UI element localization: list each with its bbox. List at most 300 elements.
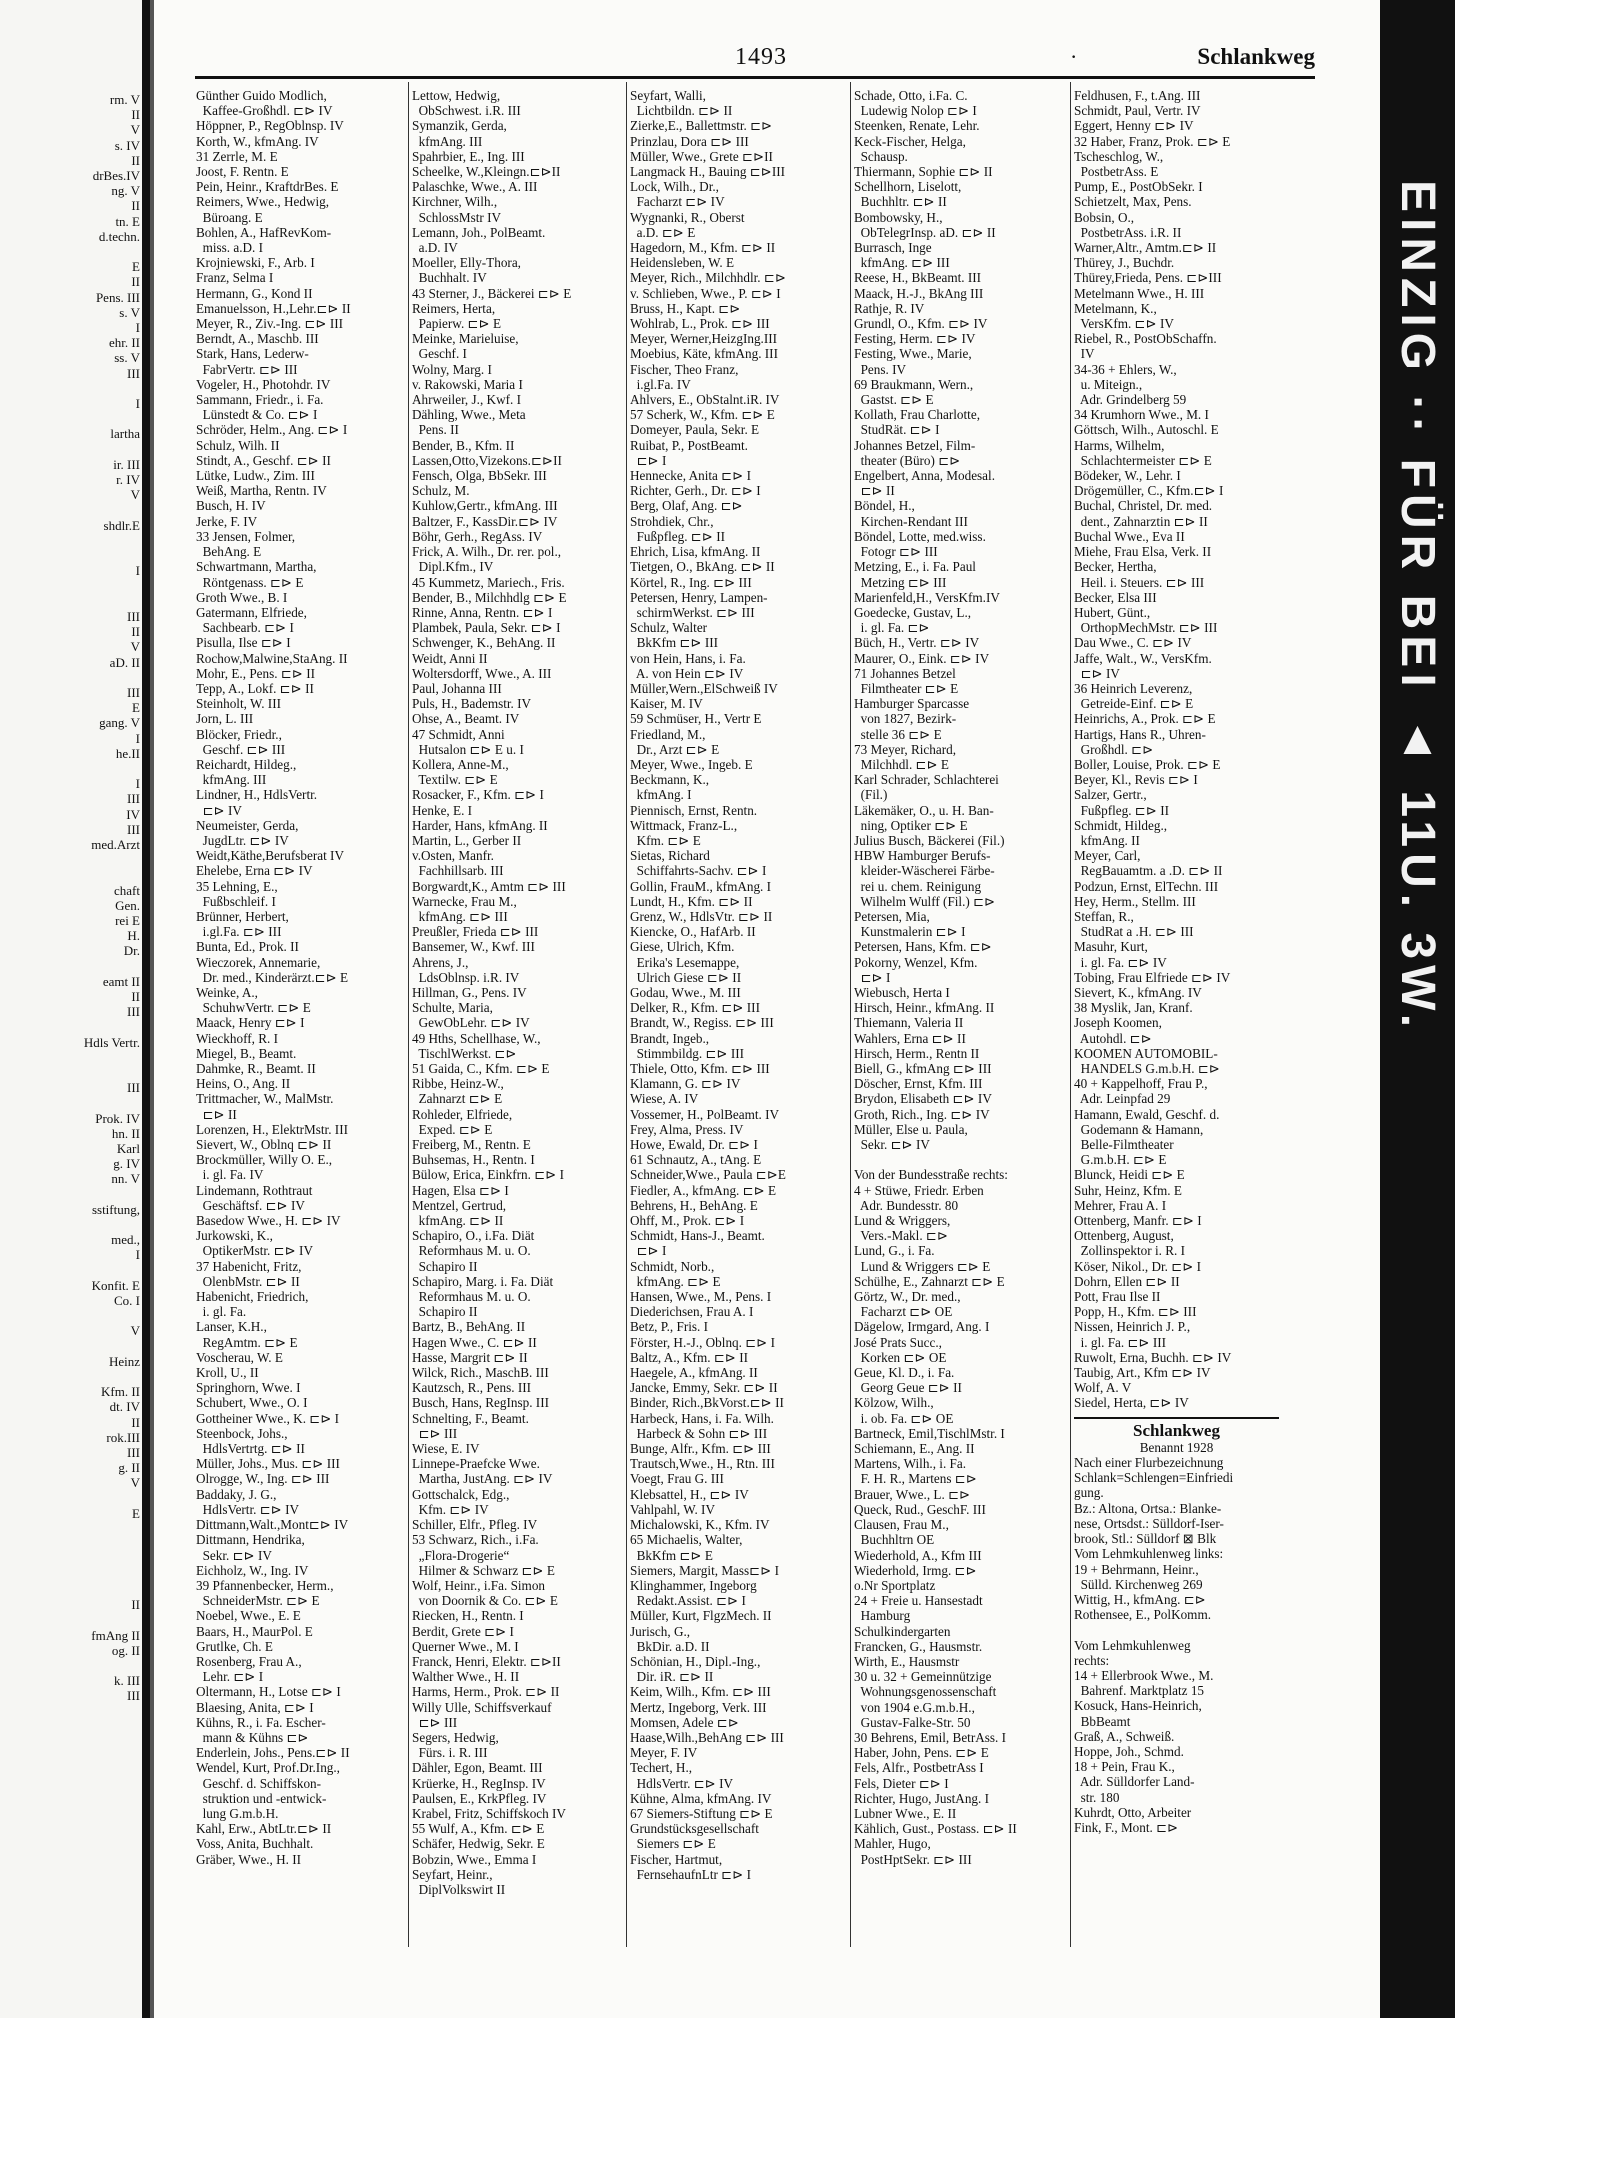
directory-entry-line: Willy Ulle, Schiffsverkauf	[412, 1699, 552, 1715]
directory-entry-line: Ahrweiler, J., Kwf. I	[412, 392, 521, 408]
directory-entry-line: Sietas, Richard	[630, 848, 710, 864]
directory-entry-line: Schlachtermeister ⊏⊳ E	[1074, 452, 1212, 468]
directory-entry-line: 71 Johannes Betzel	[854, 665, 956, 681]
directory-entry-line: Läkemäker, O., u. H. Ban-	[854, 802, 994, 818]
directory-entry-line: Warner,Altr., Amtm.⊏⊳ II	[1074, 240, 1217, 256]
directory-entry-line: Jaffe, Walt., W., VersKfm.	[1074, 650, 1212, 666]
directory-entry-line: Engelbert, Anna, Modesal.	[854, 468, 995, 484]
directory-entry-line: Hey, Herm., Stellm. III	[1074, 893, 1196, 909]
gutter-text-fragment: med.Arzt	[91, 836, 140, 852]
directory-entry-line: Grundstücksgesellschaft	[630, 1821, 759, 1837]
directory-entry-line: Rochow,Malwine,StaAng. II	[196, 650, 348, 666]
directory-entry-line: 30 u. 32 + Gemeinnützige	[854, 1669, 992, 1685]
directory-entry-line: Weiß, Martha, Rentn. IV	[196, 483, 327, 499]
directory-entry-line: Enderlein, Johs., Pens.⊏⊳ II	[196, 1745, 350, 1761]
directory-entry-line: Weidt,Käthe,Berufsberat IV	[196, 848, 344, 864]
directory-entry-line: Hennecke, Anita ⊏⊳ I	[630, 468, 751, 484]
directory-entry-line: Maurer, O., Eink. ⊏⊳ IV	[854, 650, 990, 666]
directory-entry-line: Wendel, Kurt, Prof.Dr.Ing.,	[196, 1760, 340, 1776]
directory-entry-line: Dipl.Kfm., IV	[412, 559, 494, 575]
directory-entry-line: Julius Busch, Bäckerei (Fil.)	[854, 832, 1005, 848]
gutter-text-fragment	[0, 442, 140, 457]
directory-entry-line: 32 Haber, Franz, Prok. ⊏⊳ E	[1074, 133, 1231, 149]
directory-entry-line: Lund & Wriggers ⊏⊳ E	[854, 1258, 991, 1274]
directory-entry-line: Müller,Wern.,ElSchweiß IV	[630, 680, 778, 696]
directory-entry-line: Lemann, Joh., PolBeamt.	[412, 224, 546, 240]
directory-entry-line: Wiese, A. IV	[630, 1091, 699, 1107]
gutter-text-fragment: Prok. IV	[95, 1110, 140, 1126]
directory-entry-line: Reformhaus M. u. O.	[412, 1243, 531, 1259]
directory-entry-line: ⊏⊳ IV	[196, 802, 242, 818]
directory-entry-line: Schapiro II	[412, 1304, 478, 1320]
gutter-text-fragment: gang. V	[99, 715, 140, 731]
running-head-street: Schlankweg	[1197, 44, 1315, 69]
directory-entry-line: Dähler, Egon, Beamt. III	[412, 1760, 543, 1776]
directory-entry-line: Meyer, R., Ziv.-Ing. ⊏⊳ III	[196, 316, 344, 332]
directory-entry-line: Schapiro, Marg. i. Fa. Diät	[412, 1273, 554, 1289]
directory-entry-line: Groth Wwe., B. I	[196, 589, 288, 605]
directory-entry-line: Clausen, Frau M.,	[854, 1517, 949, 1533]
gutter-text-fragment	[0, 1491, 140, 1506]
directory-entry-line: ⊏⊳ II	[196, 1106, 237, 1122]
directory-entry-line: Adr. Grindelberg 59	[1074, 392, 1187, 408]
directory-entry-line: Exped. ⊏⊳ E	[412, 1121, 493, 1137]
directory-entry-line: Schmidt, Hans-J., Beamt.	[630, 1228, 765, 1244]
page-header	[195, 42, 1315, 78]
directory-entry-line: Ulrich Giese ⊏⊳ II	[630, 969, 742, 985]
directory-entry-line: Sachbearb. ⊏⊳ I	[196, 620, 294, 636]
gutter-text-fragment: II	[131, 152, 140, 168]
directory-entry-line: PostbetrAss. i.R. II	[1074, 224, 1182, 240]
directory-entry-line: Walther Wwe., H. II	[412, 1669, 520, 1685]
directory-entry-line: 36 Heinrich Leverenz,	[1074, 680, 1193, 696]
directory-entry-line: StudRät. ⊏⊳ I	[854, 422, 940, 438]
gutter-text-fragment: E	[132, 1505, 140, 1521]
directory-entry-line: Sievert, K., kfmAng. IV	[1074, 984, 1202, 1000]
directory-entry-line: Bobzin, Wwe., Emma I	[412, 1851, 537, 1867]
directory-entry-line: Bahrenf. Marktplatz 15	[1074, 1683, 1205, 1699]
directory-entry-line: Pott, Frau Ilse II	[1074, 1289, 1161, 1305]
directory-entry-line: i. gl. Fa. IV	[196, 1167, 264, 1183]
directory-entry-line: Lettow, Hedwig,	[412, 88, 501, 103]
directory-entry-line: Dägelow, Irmgard, Ang. I	[854, 1319, 990, 1335]
gutter-text-fragment	[0, 381, 140, 396]
directory-entry-line: Fiedler, A., kfmAng. ⊏⊳ E	[630, 1182, 777, 1198]
directory-entry-line: Ahrens, J.,	[412, 954, 469, 970]
gutter-text-fragment: he.II	[115, 745, 140, 761]
directory-entry-line: Fachhillsarb. III	[412, 863, 504, 879]
directory-entry-line: Schellhorn, Liselott,	[854, 179, 962, 195]
directory-entry-line: Grutlke, Ch. E	[196, 1638, 273, 1654]
directory-entry-line: Lindemann, Rothtraut	[196, 1182, 313, 1198]
directory-entry-line: von Doornik & Co. ⊏⊳ E	[412, 1593, 558, 1609]
directory-entry-line: Kuhlow,Gertr., kfmAng. III	[412, 498, 558, 514]
directory-entry-line: 31 Zerrle, M. E	[196, 148, 278, 164]
directory-entry-line: Rinne, Anna, Rentn. ⊏⊳ I	[412, 604, 553, 620]
directory-entry-line: kfmAng. ⊏⊳ II	[412, 1213, 504, 1229]
directory-entry-line: 73 Meyer, Richard,	[854, 741, 957, 757]
directory-entry-line: Heins, O., Ang. II	[196, 1076, 291, 1092]
directory-column-4	[854, 88, 1059, 1867]
directory-entry-line: Schubert, Wwe., O. I	[196, 1395, 308, 1411]
directory-entry-line: Reichardt, Hildeg.,	[196, 756, 297, 772]
directory-entry-line: OlenbMstr. ⊏⊳ II	[196, 1273, 300, 1289]
directory-entry-line: Seyfart, Walli,	[630, 88, 706, 103]
directory-entry-line: G.m.b.H. ⊏⊳ E	[1074, 1152, 1167, 1168]
directory-entry-line: Tobing, Frau Elfriede ⊏⊳ IV	[1074, 969, 1231, 985]
directory-entry-line: Berg, Olaf, Ang. ⊏⊳	[630, 498, 743, 514]
gutter-text-fragment: rei E	[115, 912, 140, 928]
gutter-text-fragment: III	[127, 791, 140, 807]
directory-entry-line: kleider-Wäscherei Färbe-	[854, 863, 995, 879]
directory-entry-line: Krabel, Fritz, Schiffskoch IV	[412, 1805, 566, 1821]
directory-entry-line: Zollinspektor i. R. I	[1074, 1243, 1185, 1259]
directory-entry-line: Wittig, H., kfmAng. ⊏⊳	[1074, 1591, 1206, 1607]
directory-entry-line: u. Miteign.,	[1074, 376, 1143, 392]
directory-entry-line: Reimers, Herta,	[412, 300, 496, 316]
gutter-text-fragment: s. IV	[114, 137, 140, 153]
gutter-text-fragment: lartha	[110, 426, 140, 442]
gutter-text-fragment: H.	[127, 928, 140, 944]
directory-entry-line: 34 Krumhorn Wwe., M. I	[1074, 407, 1209, 423]
gutter-text-fragment: nn. V	[111, 1171, 140, 1187]
directory-entry-line: gung.	[1074, 1485, 1104, 1501]
directory-entry-line: ObSchwest. i.R. III	[412, 103, 521, 119]
directory-entry-line: Maack, Henry ⊏⊳ I	[196, 1015, 305, 1031]
page-number: 1493	[735, 44, 787, 70]
directory-entry-line: Goedecke, Gustav, L.,	[854, 604, 972, 620]
street-named-year: Benannt 1928	[1139, 1439, 1214, 1455]
directory-entry-line: Marienfeld,H., VersKfm.IV	[854, 589, 1000, 605]
directory-entry-line: Joseph Koomen,	[1074, 1015, 1162, 1031]
directory-entry-line	[854, 1152, 1059, 1167]
gutter-text-fragment: Dr.	[123, 943, 140, 959]
directory-entry-line: Metelmann, K.,	[1074, 300, 1157, 316]
gutter-text-fragment: Karl	[116, 1141, 140, 1157]
gutter-text-fragment	[0, 1095, 140, 1110]
directory-entry-line: Popp, H., Kfm. ⊏⊳ III	[1074, 1304, 1197, 1320]
directory-entry-line: Fink, F., Mont. ⊏⊳	[1074, 1819, 1179, 1835]
gutter-text-fragment: V	[130, 122, 140, 138]
directory-entry-line: Reimers, Wwe., Hedwig,	[196, 194, 330, 210]
directory-entry-line: Gottschalck, Edg.,	[412, 1486, 510, 1502]
directory-entry-line: Schönian, H., Dipl.-Ing.,	[630, 1653, 761, 1669]
directory-entry-line: Keim, Wilh., Kfm. ⊏⊳ III	[630, 1684, 771, 1700]
directory-entry-line: Hansen, Wwe., M., Pens. I	[630, 1289, 772, 1305]
directory-entry-line: Springhorn, Wwe. I	[196, 1380, 301, 1396]
directory-entry-line: str. 180	[1074, 1789, 1120, 1805]
directory-entry-line: Geschf. ⊏⊳ III	[196, 741, 286, 757]
gutter-text-fragment: V	[130, 487, 140, 503]
directory-entry-line: Döscher, Ernst, Kfm. III	[854, 1076, 983, 1092]
directory-entry-line: Hilmer & Schwarz ⊏⊳ E	[412, 1562, 555, 1578]
directory-entry-line: Busch, H. IV	[196, 498, 266, 514]
gutter-text-fragment	[0, 1019, 140, 1034]
directory-entry-line: Kollath, Frau Charlotte,	[854, 407, 980, 423]
gutter-text-fragment: I	[135, 730, 140, 746]
directory-entry-line: Grundl, O., Kfm. ⊏⊳ IV	[854, 316, 988, 332]
directory-entry-line: Stindt, A., Geschf. ⊏⊳ II	[196, 452, 331, 468]
directory-entry-line: Gustav-Falke-Str. 50	[854, 1714, 971, 1730]
gutter-text-fragment: III	[127, 1445, 140, 1461]
directory-entry-line: Riebel, R., PostObSchaffn.	[1074, 331, 1217, 347]
directory-entry-line: Wygnanki, R., Oberst	[630, 209, 745, 225]
column-divider	[1070, 82, 1071, 1947]
directory-entry-line: Feldhusen, F., t.Ang. III	[1074, 88, 1201, 103]
directory-entry-line: Heinrichs, A., Prok. ⊏⊳ E	[1074, 711, 1216, 727]
directory-entry-line: Frey, Alma, Press. IV	[630, 1121, 744, 1137]
gutter-text-fragment: s. V	[119, 304, 140, 320]
directory-entry-line: Metelmann Wwe., H. III	[1074, 285, 1205, 301]
directory-entry-line: Schneider,Wwe., Paula ⊏⊳E	[630, 1167, 786, 1183]
directory-entry-line: LdsOblnsp. i.R. IV	[412, 969, 520, 985]
directory-entry-line: Voegt, Frau G. III	[630, 1471, 724, 1487]
directory-entry-line: Joost, F. Rentn. E	[196, 164, 289, 180]
gutter-text-fragment: V	[130, 1475, 140, 1491]
directory-entry-line: Suhr, Heinz, Kfm. E	[1074, 1182, 1182, 1198]
directory-entry-line: JugdLtr. ⊏⊳ IV	[196, 832, 289, 848]
directory-entry-line: HdlsVertrtg. ⊏⊳ II	[196, 1441, 305, 1457]
directory-entry-line: Maack, H.-J., BkAng III	[854, 285, 984, 301]
directory-entry-line: Haegele, A., kfmAng. II	[630, 1365, 758, 1381]
gutter-text-fragment: I	[135, 1247, 140, 1263]
directory-entry-line: Woltersdorff, Wwe., A. III	[412, 665, 552, 681]
directory-entry-line: Ahlvers, E., ObStalnt.iR. IV	[630, 392, 780, 408]
directory-entry-line: Erika's Lesemappe,	[630, 954, 740, 970]
directory-entry-line: Petersen, Mia,	[854, 908, 930, 924]
directory-entry-line: Meyer, Carl,	[1074, 848, 1141, 864]
directory-entry-line: Burrasch, Inge	[854, 240, 932, 256]
directory-column-5	[1074, 88, 1279, 1835]
directory-entry-line: Prinzlau, Dora ⊏⊳ III	[630, 133, 749, 149]
directory-entry-line: Dr. med., Kinderärzt.⊏⊳ E	[196, 969, 349, 985]
directory-entry-line: Paulsen, E., KrkPfleg. IV	[412, 1790, 547, 1806]
directory-entry-line: Schmidt, Paul, Vertr. IV	[1074, 103, 1201, 119]
directory-entry-line: ⊏⊳ III	[412, 1425, 458, 1441]
directory-entry-line: Rothensee, E., PolKomm.	[1074, 1607, 1211, 1623]
directory-entry-line: Ludewig Nolop ⊏⊳ I	[854, 103, 977, 119]
directory-entry-line: a.D. ⊏⊳ E	[630, 224, 696, 240]
directory-entry-line: Wiese, E. IV	[412, 1441, 480, 1457]
directory-entry-line: Momsen, Adele ⊏⊳	[630, 1714, 739, 1730]
directory-entry-line: OptikerMstr. ⊏⊳ IV	[196, 1243, 313, 1259]
gutter-text-fragment: g. IV	[113, 1156, 140, 1172]
directory-entry-line: Spahrbier, E., Ing. III	[412, 148, 525, 164]
directory-entry-line: Gollin, FrauM., kfmAng. I	[630, 878, 772, 894]
directory-entry-line: Kahl, Erw., AbtLtr.⊏⊳ II	[196, 1821, 332, 1837]
gutter-text-fragment: V	[130, 639, 140, 655]
gutter-text-fragment: tn. E	[115, 213, 140, 229]
directory-entry-line: Hamburg	[854, 1608, 911, 1624]
gutter-text-fragment: II	[131, 988, 140, 1004]
directory-entry-line: Howe, Ewald, Dr. ⊏⊳ I	[630, 1137, 758, 1153]
gutter-text-fragment: I	[135, 776, 140, 792]
directory-entry-line: Dähling, Wwe., Meta	[412, 407, 526, 423]
directory-entry-line: PostHptSekr. ⊏⊳ III	[854, 1851, 972, 1867]
directory-entry-line: Harms, Herm., Prok. ⊏⊳ II	[412, 1684, 560, 1700]
directory-entry-line: Gottheiner Wwe., K. ⊏⊳ I	[196, 1410, 340, 1426]
gutter-text-fragment	[0, 548, 140, 563]
directory-entry-line: Bender, B., Milchhdlg ⊏⊳ E	[412, 589, 567, 605]
directory-entry-line: Techert, H.,	[630, 1760, 693, 1776]
directory-entry-line: Jorn, L. III	[196, 711, 254, 727]
directory-entry-line: dent., Zahnarztin ⊏⊳ II	[1074, 513, 1208, 529]
gutter-text-fragment	[0, 1536, 140, 1551]
directory-entry-line: Segers, Hedwig,	[412, 1729, 499, 1745]
directory-entry-line: Vers.-Makl. ⊏⊳	[854, 1228, 949, 1244]
directory-entry-line: Frick, A. Wilh., Dr. rer. pol.,	[412, 544, 562, 560]
directory-entry-line: kfmAng. III	[196, 772, 267, 788]
directory-entry-line: BkKfm ⊏⊳ E	[630, 1547, 713, 1563]
directory-entry-line: Baltzer, F., KassDir.⊏⊳ IV	[412, 513, 558, 529]
directory-entry-line: Brandt, Ingeb.,	[630, 1030, 710, 1046]
directory-entry-line: Richter, Hugo, JustAng. I	[854, 1790, 989, 1806]
directory-entry-line: Adr. Leinpfad 29	[1074, 1091, 1171, 1107]
directory-entry-line: Henke, E. I	[412, 802, 473, 818]
directory-entry-line: Höppner, P., RegOblnsp. IV	[196, 118, 344, 134]
directory-entry-line: Görtz, W., Dr. med.,	[854, 1289, 961, 1305]
directory-entry-line: 34-36 + Ehlers, W.,	[1074, 361, 1177, 377]
directory-entry-line: Pisulla, Ilse ⊏⊳ I	[196, 635, 291, 651]
directory-entry-line: Betz, P., Fris. I	[630, 1319, 709, 1335]
directory-entry-line: Wohlrab, L., Prok. ⊏⊳ III	[630, 316, 770, 332]
directory-entry-line: i. ob. Fa. ⊏⊳ OE	[854, 1410, 954, 1426]
directory-entry-line: Thiermann, Sophie ⊏⊳ II	[854, 164, 993, 180]
directory-entry-line: Ruibat, P., PostBeamt.	[630, 437, 748, 453]
directory-entry-line: Kollera, Anne-M.,	[412, 756, 509, 772]
directory-entry-line: Franz, Selma I	[196, 270, 274, 286]
directory-entry-line: Emanuelsson, H.,Lehr.⊏⊳ II	[196, 300, 351, 316]
directory-entry-line: Fußpfleg. ⊏⊳ II	[1074, 802, 1169, 818]
directory-entry-line: Fußbschleif. I	[196, 893, 276, 909]
directory-entry-line: Körtel, R., Ing. ⊏⊳ III	[630, 574, 752, 590]
directory-entry-line: Milchhdl. ⊏⊳ E	[854, 756, 949, 772]
directory-entry-line: Wolf, Heinr., i.Fa. Simon	[412, 1577, 546, 1593]
directory-entry-line: Schapiro, O., i.Fa. Diät	[412, 1228, 535, 1244]
directory-entry-line: Schülhe, E., Zahnarzt ⊏⊳ E	[854, 1273, 1005, 1289]
directory-entry-line: Metzing, E., i. Fa. Paul	[854, 559, 976, 575]
directory-entry-line: Großhdl. ⊏⊳	[1074, 741, 1154, 757]
directory-entry-line: Podzun, Ernst, ElTechn. III	[1074, 878, 1219, 894]
directory-entry-line: Tepp, A., Lokf. ⊏⊳ II	[196, 680, 314, 696]
directory-entry-line: Geschäftsf. ⊏⊳ IV	[196, 1197, 305, 1213]
directory-entry-line: Bz.: Altona, Ortsa.: Blanke-	[1074, 1500, 1222, 1516]
directory-entry-line: Bunge, Alfr., Kfm. ⊏⊳ III	[630, 1441, 771, 1457]
directory-entry-line: Querner Wwe., M. I	[412, 1638, 519, 1654]
directory-entry-line: Von der Bundesstraße rechts:	[854, 1167, 1008, 1183]
directory-entry-line: Fürs. i. R. III	[412, 1745, 488, 1761]
directory-entry-line: Getreide-Einf. ⊏⊳ E	[1074, 696, 1194, 712]
directory-entry-line: Lassen,Otto,Vizekons.⊏⊳II	[412, 452, 562, 468]
directory-entry-line: Bunta, Ed., Prok. II	[196, 939, 299, 955]
directory-entry-line: 19 + Behrmann, Heinr.,	[1074, 1561, 1199, 1577]
directory-entry-line: Köser, Nikol., Dr. ⊏⊳ I	[1074, 1258, 1202, 1274]
directory-entry-line: Berdit, Grete ⊏⊳ I	[412, 1623, 514, 1639]
gutter-text-fragment: Kfm. II	[101, 1384, 140, 1400]
directory-entry-line: GewObLehr. ⊏⊳ IV	[412, 1015, 530, 1031]
directory-entry-line: Böndel, H.,	[854, 498, 915, 514]
directory-entry-line: Schulkindergarten	[854, 1623, 951, 1639]
directory-entry-line: Kaiser, M. IV	[630, 696, 703, 712]
directory-entry-line: Schmidt, Norb.,	[630, 1258, 715, 1274]
directory-entry-line: Bartneck, Emil,TischlMstr. I	[854, 1425, 1005, 1441]
directory-entry-line: Miehe, Frau Elsa, Verk. II	[1074, 544, 1212, 560]
directory-entry-line: Hoppe, Joh., Schmd.	[1074, 1743, 1184, 1759]
directory-entry-line: Ehelebe, Erna ⊏⊳ IV	[196, 863, 313, 879]
directory-entry-line: Jancke, Emmy, Sekr. ⊏⊳ II	[630, 1380, 778, 1396]
directory-entry-line: Steenbock, Johs.,	[196, 1425, 288, 1441]
directory-entry-line: HANDELS G.m.b.H. ⊏⊳	[1074, 1061, 1220, 1076]
directory-entry-line: Boller, Louise, Prok. ⊏⊳ E	[1074, 756, 1221, 772]
directory-entry-line: Martens, Wilh., i. Fa.	[854, 1456, 967, 1472]
directory-entry-line: HdlsVertr. ⊏⊳ IV	[196, 1501, 300, 1517]
directory-entry-line: Büch, H., Vertr. ⊏⊳ IV	[854, 635, 980, 651]
directory-entry-line: Bender, B., Kfm. II	[412, 437, 515, 453]
gutter-text-fragment: d.techn.	[98, 228, 140, 244]
directory-entry-line: Jurisch, G.,	[630, 1623, 691, 1639]
directory-entry-line: Ottenberg, Manfr. ⊏⊳ I	[1074, 1213, 1202, 1229]
directory-entry-line: i.gl.Fa. IV	[630, 376, 691, 392]
gutter-text-fragment: Konfit. E	[91, 1277, 140, 1293]
directory-entry-line: Lock, Wilh., Dr.,	[630, 179, 719, 195]
directory-entry-line: Gräber, Wwe., H. II	[196, 1851, 302, 1867]
directory-entry-line: Zierke,E., Ballettmstr. ⊏⊳	[630, 118, 773, 134]
directory-entry-line: Rosenberg, Frau A.,	[196, 1653, 302, 1669]
gutter-text-fragment: III	[127, 1688, 140, 1704]
directory-entry-line: Steenken, Renate, Lehr.	[854, 118, 980, 134]
book-spine	[142, 0, 150, 2018]
directory-entry-line: Grenz, W., HdlsVtr. ⊏⊳ II	[630, 908, 773, 924]
directory-entry-line: Meyer, F. IV	[630, 1745, 698, 1761]
directory-entry-line: Mohr, E., Pens. ⊏⊳ II	[196, 665, 316, 681]
directory-entry-line: v.Osten, Manfr.	[412, 848, 494, 864]
gutter-text-fragment: chaft	[114, 882, 140, 898]
gutter-text-fragment: III	[127, 1004, 140, 1020]
directory-entry-line: SchuhwVertr. ⊏⊳ E	[196, 1000, 311, 1016]
gutter-text-fragment: drBes.IV	[92, 168, 140, 184]
directory-entry-line: kfmAng. I	[630, 787, 692, 803]
directory-entry-line: Brandt, W., Regiss. ⊏⊳ III	[630, 1015, 774, 1031]
directory-entry-line: Groth, Rich., Ing. ⊏⊳ IV	[854, 1106, 990, 1122]
directory-entry-line: Schmidt, Hildeg.,	[1074, 817, 1168, 833]
directory-entry-line: ⊏⊳ I	[630, 452, 667, 468]
gutter-text-fragment	[0, 502, 140, 517]
directory-entry-line: Sammann, Friedr., i. Fa.	[196, 392, 324, 408]
directory-entry-line: Kroll, U., II	[196, 1365, 259, 1381]
directory-entry-line: Karl Schrader, Schlachterei	[854, 772, 999, 788]
gutter-text-fragment: II	[131, 107, 140, 123]
directory-entry-line: 67 Siemers-Stiftung ⊏⊳ E	[630, 1805, 773, 1821]
gutter-text-fragment	[0, 1567, 140, 1582]
directory-entry-line: Nach einer Flurbezeichnung	[1074, 1455, 1224, 1471]
gutter-text-fragment	[0, 1582, 140, 1597]
directory-entry-line: Seyfart, Heinr.,	[412, 1866, 493, 1882]
directory-entry-line: ⊏⊳ I	[630, 1243, 667, 1259]
directory-entry-line: Fensch, Olga, BbSekr. III	[412, 468, 547, 484]
directory-entry-line: Domeyer, Paula, Sekr. E	[630, 422, 760, 438]
directory-entry-line: Trittmacher, W., MalMstr.	[196, 1091, 334, 1107]
directory-entry-line: Basedow Wwe., H. ⊏⊳ IV	[196, 1213, 341, 1229]
directory-entry-line: Oltermann, H., Lotse ⊏⊳ I	[196, 1684, 341, 1700]
gutter-text-fragment: Hdls Vertr.	[83, 1034, 140, 1050]
directory-entry-line: Bruss, H., Kapt. ⊏⊳	[630, 300, 741, 316]
directory-entry-line: i.gl.Fa. ⊏⊳ III	[196, 924, 282, 940]
directory-entry-line: Röntgenass. ⊏⊳ E	[196, 574, 304, 590]
directory-entry-line: Weidt, Anni II	[412, 650, 488, 666]
directory-entry-line: Eichholz, W., Ing. IV	[196, 1562, 309, 1578]
directory-entry-line: 51 Gaida, C., Kfm. ⊏⊳ E	[412, 1061, 550, 1076]
directory-entry-line: von 1904 e.G.m.b.H.,	[854, 1699, 975, 1715]
